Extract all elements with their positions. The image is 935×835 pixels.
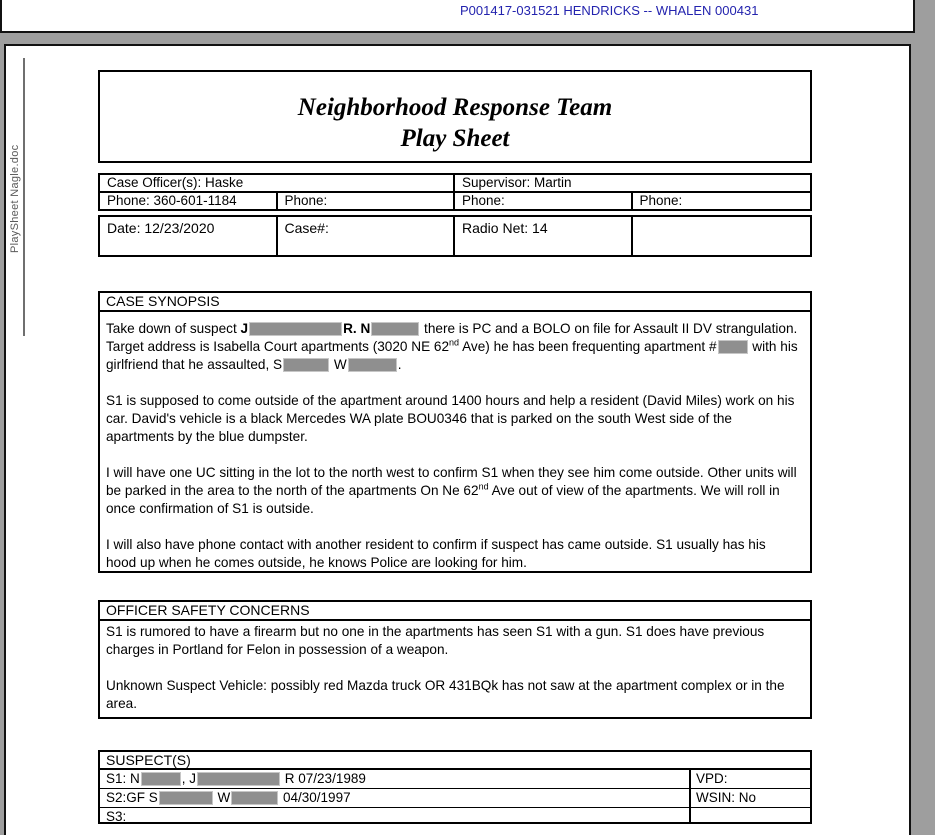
- text-segment: S1 is rumored to have a firearm but no one in the apartments has seen S1 with a gun. S1 does have previous charges in Portland for Felon in possession of a weapon.: [106, 624, 765, 657]
- suspect-1-cell: [100, 770, 689, 788]
- supervisor-cell: Supervisor: Martin: [462, 175, 572, 190]
- document-title-line2: Play Sheet: [400, 125, 510, 152]
- redaction-box: [231, 791, 278, 805]
- officer-safety-body: [100, 621, 810, 713]
- text-segment: Unknown Suspect Vehicle: possibly red Mazda truck OR 431BQk has not saw at the apartment complex or in the area.: [106, 678, 785, 711]
- redaction-box: [141, 772, 181, 786]
- case-synopsis-header: CASE SYNOPSIS: [100, 293, 810, 312]
- text-segment: W: [213, 790, 231, 805]
- text-segment: 04/30/1997: [279, 790, 351, 805]
- text-segment: , J: [181, 771, 197, 786]
- table-row: [100, 808, 810, 822]
- officer-info-table: [98, 173, 812, 211]
- radio-net-cell: Radio Net: 14: [455, 217, 633, 255]
- wsin-cell: WSIN: No: [689, 789, 810, 807]
- empty-cell: [633, 217, 811, 255]
- officer-safety-section: [98, 600, 812, 719]
- text-segment: S2:GF S: [106, 790, 158, 805]
- title-box: [98, 70, 812, 163]
- text-segment: R. N: [343, 321, 371, 336]
- empty-cell: [689, 808, 810, 822]
- text-segment: J: [240, 321, 249, 336]
- redaction-box: [371, 322, 419, 336]
- date-case-table: [98, 215, 812, 257]
- bates-stamp: P001417-031521 HENDRICKS -- WHALEN 000431: [460, 3, 759, 18]
- table-row: [100, 175, 810, 193]
- text-segment: S3:: [106, 809, 127, 822]
- suspect-2-cell: [100, 789, 689, 807]
- text-segment: Take down of suspect: [106, 321, 241, 336]
- text-segment: Ave out of view of the apartments. We will roll in once confirmation of S1 is outside.: [106, 483, 780, 516]
- previous-page-fragment: [0, 0, 915, 33]
- text-segment: Ave) he has been frequenting apartment #: [459, 339, 717, 354]
- table-row: [100, 193, 810, 209]
- case-number-cell: Case#:: [278, 217, 456, 255]
- synopsis-paragraph: [106, 464, 798, 518]
- redaction-box: [249, 322, 342, 336]
- text-segment: with his girlfriend that he assaulted, S: [106, 339, 798, 372]
- case-synopsis-body: [100, 312, 810, 572]
- safety-paragraph: [106, 623, 798, 659]
- phone-cell-2: Phone:: [278, 193, 456, 209]
- filename-margin-label: PlaySheet Nagle.doc: [9, 144, 21, 253]
- table-row: [100, 789, 810, 808]
- phone-cell-4: Phone:: [639, 193, 683, 208]
- redaction-box: [718, 340, 748, 354]
- text-segment: nd: [478, 481, 489, 492]
- vpd-cell: VPD:: [689, 770, 810, 788]
- safety-paragraph: [106, 677, 798, 713]
- case-officers-cell: Case Officer(s): Haske: [100, 175, 455, 191]
- text-segment: nd: [449, 337, 460, 348]
- text-segment: I will have one UC sitting in the lot to the north west to confirm S1 when they see him come outside. Other units will be parked in the area to the north of the apartments On Ne 62: [106, 465, 797, 498]
- synopsis-paragraph: [106, 536, 798, 572]
- revision-bar: [23, 58, 25, 336]
- phone-cell-1: Phone: 360-601-1184: [100, 193, 278, 209]
- redaction-box: [283, 358, 329, 372]
- text-segment: I will also have phone contact with another resident to confirm if suspect has came outside. S1 usually has his hood up when he comes outside, he knows Police are looking for him.: [106, 537, 766, 570]
- date-cell: Date: 12/23/2020: [100, 217, 278, 255]
- document-title-line1: Neighborhood Response Team: [297, 94, 613, 121]
- redaction-box: [197, 772, 280, 786]
- redaction-box: [348, 358, 397, 372]
- text-segment: there is PC and a BOLO on file for Assault II DV strangulation. Target address is Isabella Court apartments (3020 NE 62: [106, 321, 798, 354]
- redaction-box: [159, 791, 213, 805]
- phone-cell-3: Phone:: [455, 193, 633, 209]
- table-row: [100, 770, 810, 789]
- text-segment: S1 is supposed to come outside of the apartment around 1400 hours and help a resident (David Miles) work on his car. David's vehicle is a black Mercedes WA plate BOU0346 that is parked on the south West side of the apartments by the blue dumpster.: [106, 393, 795, 444]
- suspects-table: [98, 750, 812, 824]
- synopsis-paragraph: [106, 392, 798, 446]
- text-segment: R 07/23/1989: [281, 771, 366, 786]
- suspect-3-cell: [100, 808, 689, 822]
- text-segment: .: [397, 357, 402, 372]
- text-segment: S1: N: [106, 771, 140, 786]
- suspects-header: SUSPECT(S): [100, 752, 810, 770]
- officer-safety-header: OFFICER SAFETY CONCERNS: [100, 602, 810, 621]
- text-segment: W: [330, 357, 347, 372]
- synopsis-paragraph: [106, 320, 798, 374]
- case-synopsis-section: [98, 291, 812, 573]
